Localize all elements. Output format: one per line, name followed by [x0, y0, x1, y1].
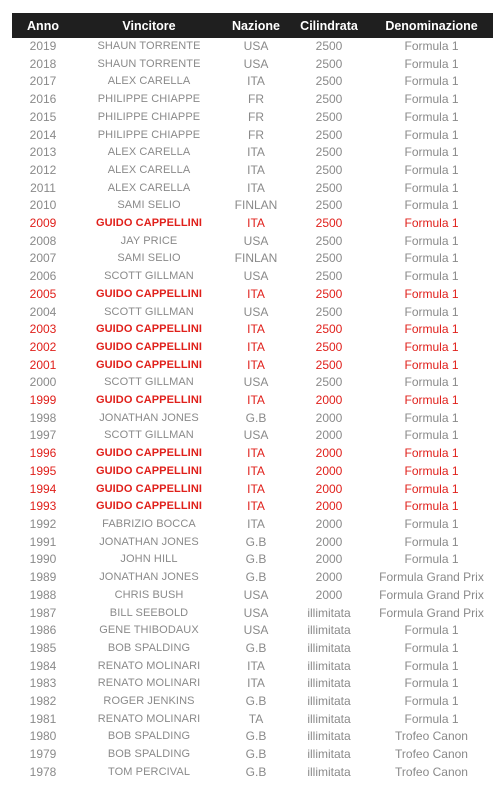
table-row	[12, 463, 493, 481]
cell-cilindrata: 2000	[315, 570, 343, 585]
cell-anno: 1985	[29, 640, 57, 655]
cell-vincitore: GENE THIBODAUX	[99, 624, 199, 637]
cell-nazione: ITA	[247, 162, 265, 177]
cell-nazione: ITA	[247, 145, 265, 160]
table-row	[12, 321, 493, 339]
table-row	[12, 144, 493, 162]
cell-denominazione: Formula 1	[404, 92, 459, 107]
cell-nazione: G.B	[245, 570, 267, 585]
cell-nazione: USA	[243, 623, 269, 638]
cell-cilindrata: 2500	[315, 216, 343, 231]
cell-vincitore: BOB SPALDING	[107, 641, 191, 654]
cell-nazione: ITA	[247, 339, 265, 354]
table-row	[12, 392, 493, 410]
header-row	[12, 13, 493, 38]
cell-anno: 1986	[29, 623, 57, 638]
cell-anno: 2005	[29, 286, 57, 301]
cell-anno: 2006	[29, 269, 57, 284]
cell-denominazione: Formula 1	[404, 375, 459, 390]
table-row	[12, 339, 493, 357]
cell-cilindrata: 2500	[315, 233, 343, 248]
cell-nazione: USA	[243, 587, 269, 602]
cell-cilindrata: 2000	[315, 552, 343, 567]
cell-vincitore: ALEX CARELLA	[107, 75, 191, 88]
cell-denominazione: Formula 1	[404, 304, 459, 319]
cell-nazione: TA	[248, 711, 264, 726]
cell-nazione: ITA	[247, 357, 265, 372]
cell-nazione: ITA	[247, 393, 265, 408]
table-row	[12, 304, 493, 322]
cell-vincitore: BOB SPALDING	[107, 748, 191, 761]
cell-nazione: USA	[243, 39, 269, 53]
cell-nazione: G.B	[245, 747, 267, 762]
cell-cilindrata: 2500	[315, 322, 343, 337]
cell-anno: 1994	[29, 481, 57, 496]
table-row	[12, 587, 493, 605]
table-row	[12, 374, 493, 392]
cell-denominazione: Formula 1	[404, 393, 459, 408]
cell-cilindrata: illimitata	[307, 694, 351, 709]
cell-denominazione: Formula Grand Prix	[379, 570, 484, 585]
cell-cilindrata: illimitata	[307, 676, 351, 691]
cell-cilindrata: illimitata	[307, 764, 351, 779]
cell-vincitore: RENATO MOLINARI	[97, 677, 201, 690]
cell-cilindrata: 2500	[315, 56, 343, 71]
cell-cilindrata: 2500	[315, 74, 343, 89]
cell-denominazione: Formula Grand Prix	[379, 587, 484, 602]
cell-cilindrata: illimitata	[307, 658, 351, 673]
cell-nazione: ITA	[247, 216, 265, 231]
cell-denominazione: Formula 1	[404, 410, 459, 425]
cell-cilindrata: 2000	[315, 499, 343, 514]
cell-nazione: ITA	[247, 74, 265, 89]
cell-denominazione: Formula 1	[404, 499, 459, 514]
table-row	[12, 286, 493, 304]
cell-cilindrata: illimitata	[307, 729, 351, 744]
cell-cilindrata: 2000	[315, 446, 343, 461]
cell-denominazione: Trofeo Canon	[395, 729, 468, 744]
cell-vincitore: PHILIPPE CHIAPPE	[97, 110, 201, 123]
cell-anno: 2003	[29, 322, 57, 337]
table-row	[12, 56, 493, 74]
cell-vincitore: GUIDO CAPPELLINI	[95, 464, 203, 477]
cell-nazione: FINLAN	[234, 198, 278, 213]
cell-vincitore: SHAUN TORRENTE	[97, 57, 201, 70]
cell-denominazione: Formula 1	[404, 127, 459, 142]
cell-denominazione: Formula 1	[404, 463, 459, 478]
cell-denominazione: Formula 1	[404, 233, 459, 248]
cell-anno: 1980	[29, 729, 57, 744]
cell-anno: 2014	[29, 127, 57, 142]
cell-vincitore: RENATO MOLINARI	[97, 659, 201, 672]
cell-anno: 1981	[29, 711, 57, 726]
cell-anno: 1999	[29, 393, 57, 408]
cell-cilindrata: 2500	[315, 39, 343, 53]
cell-cilindrata: 2500	[315, 145, 343, 160]
cell-denominazione: Formula 1	[404, 74, 459, 89]
cell-cilindrata: 2000	[315, 481, 343, 496]
cell-cilindrata: 2500	[315, 198, 343, 213]
cell-anno: 2012	[29, 162, 57, 177]
cell-vincitore: JONATHAN JONES	[99, 535, 199, 548]
cell-nazione: ITA	[247, 322, 265, 337]
cell-vincitore: JAY PRICE	[120, 234, 178, 247]
cell-cilindrata: illimitata	[307, 640, 351, 655]
cell-cilindrata: illimitata	[307, 605, 351, 620]
table-row	[12, 268, 493, 286]
cell-denominazione: Formula 1	[404, 552, 459, 567]
cell-vincitore: ROGER JENKINS	[103, 695, 195, 708]
cell-cilindrata: 2000	[315, 534, 343, 549]
cell-nazione: ITA	[247, 658, 265, 673]
table-row	[12, 410, 493, 428]
cell-nazione: G.B	[245, 410, 267, 425]
cell-anno: 2019	[29, 39, 57, 53]
cell-vincitore: GUIDO CAPPELLINI	[95, 482, 203, 495]
cell-cilindrata: 2500	[315, 180, 343, 195]
cell-anno: 1987	[29, 605, 57, 620]
cell-vincitore: SCOTT GILLMAN	[104, 376, 194, 389]
cell-anno: 1993	[29, 499, 57, 514]
cell-nazione: USA	[243, 375, 269, 390]
cell-cilindrata: 2500	[315, 162, 343, 177]
cell-anno: 1992	[29, 516, 57, 531]
cell-nazione: FR	[248, 92, 264, 107]
cell-denominazione: Formula 1	[404, 357, 459, 372]
cell-nazione: USA	[243, 605, 269, 620]
cell-nazione: ITA	[247, 676, 265, 691]
cell-nazione: G.B	[245, 764, 267, 779]
cell-denominazione: Formula 1	[404, 640, 459, 655]
table-row	[12, 693, 493, 711]
cell-vincitore: GUIDO CAPPELLINI	[95, 287, 203, 300]
cell-denominazione: Formula 1	[404, 694, 459, 709]
cell-vincitore: ALEX CARELLA	[107, 146, 191, 159]
cell-denominazione: Formula 1	[404, 428, 459, 443]
cell-vincitore: BILL SEEBOLD	[109, 606, 189, 619]
cell-nazione: ITA	[247, 499, 265, 514]
table-row	[12, 711, 493, 729]
cell-anno: 2018	[29, 56, 57, 71]
cell-anno: 2013	[29, 145, 57, 160]
cell-anno: 2017	[29, 74, 57, 89]
table-row	[12, 162, 493, 180]
table-row	[12, 658, 493, 676]
cell-anno: 2007	[29, 251, 57, 266]
cell-nazione: USA	[243, 56, 269, 71]
cell-nazione: G.B	[245, 694, 267, 709]
cell-vincitore: GUIDO CAPPELLINI	[95, 447, 203, 460]
cell-vincitore: ALEX CARELLA	[107, 163, 191, 176]
cell-denominazione: Formula 1	[404, 56, 459, 71]
cell-vincitore: RENATO MOLINARI	[97, 712, 201, 725]
table-row	[12, 569, 493, 587]
cell-denominazione: Formula Grand Prix	[379, 605, 484, 620]
cell-vincitore: BOB SPALDING	[107, 730, 191, 743]
cell-anno: 1998	[29, 410, 57, 425]
cell-cilindrata: 2500	[315, 304, 343, 319]
cell-nazione: USA	[243, 304, 269, 319]
cell-vincitore: JONATHAN JONES	[99, 411, 199, 424]
cell-nazione: USA	[243, 269, 269, 284]
header-denominazione: Denominazione	[385, 18, 478, 33]
cell-cilindrata: 2000	[315, 428, 343, 443]
cell-vincitore: SCOTT GILLMAN	[104, 305, 194, 318]
cell-vincitore: GUIDO CAPPELLINI	[95, 323, 203, 336]
cell-cilindrata: 2000	[315, 516, 343, 531]
cell-denominazione: Formula 1	[404, 623, 459, 638]
winners-table-container	[12, 13, 493, 782]
cell-nazione: G.B	[245, 729, 267, 744]
cell-nazione: ITA	[247, 481, 265, 496]
cell-anno: 2004	[29, 304, 57, 319]
table-body	[12, 38, 493, 782]
cell-anno: 1978	[29, 764, 57, 779]
header-cilindrata: Cilindrata	[300, 18, 358, 33]
cell-cilindrata: 2000	[315, 410, 343, 425]
table-row	[12, 215, 493, 233]
table-row	[12, 622, 493, 640]
table-row	[12, 197, 493, 215]
cell-denominazione: Formula 1	[404, 658, 459, 673]
cell-anno: 1995	[29, 463, 57, 478]
table-row	[12, 534, 493, 552]
table-row	[12, 498, 493, 516]
cell-denominazione: Formula 1	[404, 286, 459, 301]
cell-denominazione: Formula 1	[404, 269, 459, 284]
cell-vincitore: PHILIPPE CHIAPPE	[97, 128, 201, 141]
table-row	[12, 516, 493, 534]
cell-cilindrata: 2000	[315, 393, 343, 408]
table-row	[12, 445, 493, 463]
cell-anno: 1991	[29, 534, 57, 549]
cell-denominazione: Formula 1	[404, 251, 459, 266]
header-anno: Anno	[27, 18, 59, 33]
table-row	[12, 91, 493, 109]
cell-vincitore: SCOTT GILLMAN	[104, 429, 194, 442]
cell-denominazione: Formula 1	[404, 109, 459, 124]
cell-denominazione: Formula 1	[404, 145, 459, 160]
cell-anno: 2000	[29, 375, 57, 390]
cell-cilindrata: 2500	[315, 357, 343, 372]
table-row	[12, 38, 493, 56]
table-row	[12, 127, 493, 145]
cell-vincitore: GUIDO CAPPELLINI	[95, 358, 203, 371]
cell-vincitore: SAMI SELIO	[117, 199, 181, 212]
cell-nazione: USA	[243, 233, 269, 248]
cell-denominazione: Formula 1	[404, 711, 459, 726]
cell-denominazione: Formula 1	[404, 446, 459, 461]
cell-vincitore: GUIDO CAPPELLINI	[95, 500, 203, 513]
cell-anno: 1983	[29, 676, 57, 691]
cell-denominazione: Formula 1	[404, 676, 459, 691]
cell-anno: 1990	[29, 552, 57, 567]
cell-vincitore: TOM PERCIVAL	[107, 765, 191, 778]
cell-vincitore: SCOTT GILLMAN	[104, 270, 194, 283]
cell-vincitore: ALEX CARELLA	[107, 181, 191, 194]
cell-nazione: FR	[248, 109, 264, 124]
cell-vincitore: SHAUN TORRENTE	[97, 40, 201, 52]
table-row	[12, 675, 493, 693]
table-row	[12, 764, 493, 782]
cell-vincitore: GUIDO CAPPELLINI	[95, 340, 203, 353]
cell-denominazione: Formula 1	[404, 339, 459, 354]
cell-anno: 2009	[29, 216, 57, 231]
cell-anno: 2008	[29, 233, 57, 248]
cell-anno: 1982	[29, 694, 57, 709]
cell-nazione: ITA	[247, 180, 265, 195]
cell-cilindrata: illimitata	[307, 711, 351, 726]
cell-cilindrata: 2500	[315, 109, 343, 124]
cell-nazione: ITA	[247, 516, 265, 531]
cell-denominazione: Formula 1	[404, 516, 459, 531]
cell-anno: 2002	[29, 339, 57, 354]
cell-nazione: G.B	[245, 534, 267, 549]
cell-anno: 2001	[29, 357, 57, 372]
table-row	[12, 640, 493, 658]
cell-anno: 1988	[29, 587, 57, 602]
cell-cilindrata: 2500	[315, 92, 343, 107]
cell-denominazione: Formula 1	[404, 481, 459, 496]
cell-vincitore: JOHN HILL	[120, 553, 178, 566]
table-row	[12, 73, 493, 91]
cell-anno: 2016	[29, 92, 57, 107]
cell-denominazione: Trofeo Canon	[395, 747, 468, 762]
cell-anno: 1984	[29, 658, 57, 673]
table-row	[12, 250, 493, 268]
cell-denominazione: Formula 1	[404, 39, 459, 53]
cell-cilindrata: 2500	[315, 375, 343, 390]
cell-denominazione: Formula 1	[404, 534, 459, 549]
cell-denominazione: Trofeo Canon	[395, 764, 468, 779]
table-row	[12, 233, 493, 251]
cell-cilindrata: 2500	[315, 269, 343, 284]
cell-nazione: ITA	[247, 286, 265, 301]
cell-denominazione: Formula 1	[404, 322, 459, 337]
cell-cilindrata: 2000	[315, 587, 343, 602]
table-row	[12, 728, 493, 746]
winners-table	[12, 13, 493, 782]
cell-cilindrata: 2500	[315, 127, 343, 142]
cell-nazione: ITA	[247, 446, 265, 461]
cell-nazione: FR	[248, 127, 264, 142]
header-vincitore: Vincitore	[122, 18, 176, 33]
cell-nazione: USA	[243, 428, 269, 443]
cell-anno: 2010	[29, 198, 57, 213]
cell-nazione: G.B	[245, 640, 267, 655]
cell-vincitore: JONATHAN JONES	[99, 571, 199, 584]
cell-vincitore: FABRIZIO BOCCA	[102, 517, 196, 530]
cell-denominazione: Formula 1	[404, 198, 459, 213]
table-header	[12, 13, 493, 38]
table-row	[12, 357, 493, 375]
cell-vincitore: GUIDO CAPPELLINI	[95, 394, 203, 407]
cell-anno: 2015	[29, 109, 57, 124]
table-row	[12, 481, 493, 499]
cell-denominazione: Formula 1	[404, 216, 459, 231]
cell-cilindrata: illimitata	[307, 623, 351, 638]
cell-nazione: G.B	[245, 552, 267, 567]
table-row	[12, 427, 493, 445]
cell-denominazione: Formula 1	[404, 180, 459, 195]
table-row	[12, 109, 493, 127]
cell-cilindrata: 2000	[315, 463, 343, 478]
cell-vincitore: CHRIS BUSH	[114, 588, 184, 601]
cell-vincitore: SAMI SELIO	[117, 252, 181, 265]
cell-nazione: ITA	[247, 463, 265, 478]
table-row	[12, 180, 493, 198]
cell-cilindrata: 2500	[315, 251, 343, 266]
cell-denominazione: Formula 1	[404, 162, 459, 177]
cell-cilindrata: illimitata	[307, 747, 351, 762]
cell-nazione: FINLAN	[234, 251, 278, 266]
cell-anno: 1989	[29, 570, 57, 585]
cell-vincitore: GUIDO CAPPELLINI	[95, 217, 203, 230]
header-nazione: Nazione	[232, 18, 280, 33]
table-row	[12, 746, 493, 764]
table-row	[12, 551, 493, 569]
cell-vincitore: PHILIPPE CHIAPPE	[97, 93, 201, 106]
cell-cilindrata: 2500	[315, 286, 343, 301]
cell-anno: 1979	[29, 747, 57, 762]
table-row	[12, 605, 493, 623]
cell-anno: 2011	[30, 180, 56, 195]
cell-cilindrata: 2500	[315, 339, 343, 354]
cell-anno: 1997	[29, 428, 57, 443]
cell-anno: 1996	[29, 446, 57, 461]
